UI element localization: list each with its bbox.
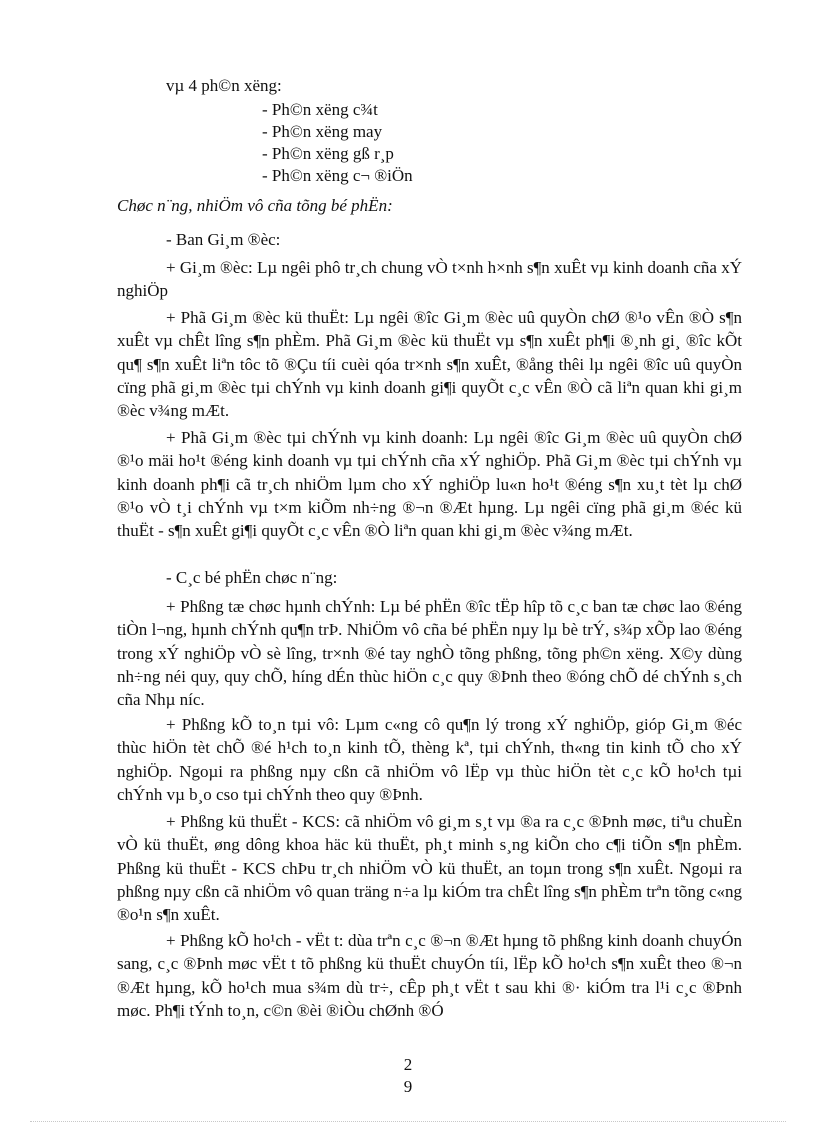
list-item: - Ph©n xëng c¾t [262,100,378,119]
intro-line: vµ 4 ph©n xëng: [166,76,282,95]
subheading-board: - Ban Gi¸m ®èc: [166,230,281,249]
page-number-second: 9 [403,1077,413,1096]
subheading-departments: - C¸c bé phËn chøc n¨ng: [166,568,338,587]
list-item: - Ph©n xëng c¬ ®iÖn [262,166,413,185]
paragraph-technical-department: + Phßng kü thuËt - KCS: cã nhiÖm vô gi¸m s¸t vµ ®a ra c¸c ®Þnh møc, tiªu chuÈn vÒ kü thuËt, øng dông khoa häc kü thuËt, ph¸t minh s¸ng kiÕn cho c¶i tiÕn s¶n phÈm. Phßng kü thuËt - KCS chÞu tr¸ch nhiÖm vÒ kü thuËt, an toµn trong s¶n xuÊt. Ngoµi ra phßng nµy cßn cã nhiÖm vô quan träng n÷a lµ kiÓm tra chÊt lîng s¶n phÈm trªn tõng c«ng ®o¹n s¶n xuÊt. [117,812,742,925]
paragraph-technical-deputy: + Phã Gi¸m ®èc kü thuËt: Lµ ngêi ®îc Gi¸m ®èc uû quyÒn chØ ®¹o vÊn ®Ò s¶n xuÊt vµ chÊt lîng s¶n phÈm. Phã Gi¸m ®èc kü thuËt vµ s¶n xuÊt ph¶i ®¸nh gi¸ ®îc kÕt qu¶ s¶n xuÊt liªn tôc tõ ®Çu tíi cuèi qóa tr×nh s¶n xuÊt, ®ång thêi lµ ngêi ®îc uû quyÒn cïng phã gi¸m ®èc tµi chÝnh vµ kinh doanh gi¶i quyÕt c¸c vÊn ®Ò cã liªn quan khi gi¸m ®èc v¾ng mÆt. [117,308,742,421]
section-heading: Chøc n¨ng, nhiÖm vô cña tõng bé phËn: [117,196,393,215]
paragraph-admin-department: + Phßng tæ chøc hµnh chÝnh: Lµ bé phËn ®îc tËp hîp tõ c¸c ban tæ chøc lao ®éng tiÒn l¬ng, hµnh chÝnh qu¶n trÞ. NhiÖm vô cña bé phËn nµy lµ bè trÝ, s¾p xÕp lao ®éng trong xÝ nghiÖp vÒ sè lîng, tr×nh ®é tay nghÒ tõng phßng, tõng ph©n xëng. X©y dùng nh÷ng néi quy, quy chÕ, híng dÉn thùc hiÖn c¸c quy ®Þnh theo ®óng chÕ dé chÝnh s¸ch cña Nhµ níc. [117,597,742,710]
paragraph-finance-deputy: + Phã Gi¸m ®èc tµi chÝnh vµ kinh doanh: Lµ ngêi ®îc Gi¸m ®èc uû quyÒn chØ ®¹o mäi ho¹t ®éng kinh doanh vµ tµi chÝnh cña xÝ nghiÖp. Phã Gi¸m ®èc tµi chÝnh vµ kinh doanh ph¶i cã tr¸ch nhiÖm lµm cho xÝ nghiÖp lu«n ho¹t ®éng s¶n xu¸t tèt lµ chØ ®¹o vÒ t¸i chÝnh vµ t×m kiÕm nh÷ng ®¬n ®Æt hµng. Lµ ngêi cïng phã gi¸m ®éc kü thuËt - s¶n xuÊt gi¶i quyÕt c¸c vÊn ®Ò liªn quan khi gi¸m ®èc v¾ng mÆt. [117,428,742,541]
page-bottom-divider [30,1121,786,1122]
page-number-first: 2 [403,1055,413,1074]
list-item: - Ph©n xëng may [262,122,383,141]
paragraph-director: + Gi¸m ®èc: Lµ ngêi phô tr¸ch chung vÒ t×nh h×nh s¶n xuÊt vµ kinh doanh cña xÝ nghiÖp [117,258,742,301]
paragraph-accounting-department: + Phßng kÕ to¸n tµi vô: Lµm c«ng cô qu¶n lý trong xÝ nghiÖp, gióp Gi¸m ®éc thùc hiÖn tèt chÕ ®é h¹ch to¸n kinh tÕ, thèng kª, tµi chÝnh, th«ng tin kinh tÕ cho xÝ nghiÖp. Ngoµi ra phßng nµy cßn cã nhiÖm vô lËp vµ thùc hiÖn tèt c¸c kÕ ho¹ch tµi chÝnh vµ b¸o cso tµi chÝnh theo quy ®Þnh. [117,715,742,804]
workshop-list [262,99,413,187]
paragraph-planning-department: + Phßng kÕ ho¹ch - vËt t: dùa trªn c¸c ®¬n ®Æt hµng tõ phßng kinh doanh chuyÓn sang, c¸c ®Þnh møc vËt t tõ phßng kü thuËt chuyÓn tíi, lËp kÕ ho¹ch s¶n xuÊt theo ®¬n ®Æt hµng, kÕ ho¹ch mua s¾m dù tr÷, cÊp ph¸t vËt t sau khi ®· kiÓm tra l¹i c¸c ®Þnh møc. Ph¶i tÝnh to¸n, c©n ®èi ®iÒu chØnh ®Ó [117,931,742,1020]
list-item: - Ph©n xëng gß r¸p [262,144,394,163]
